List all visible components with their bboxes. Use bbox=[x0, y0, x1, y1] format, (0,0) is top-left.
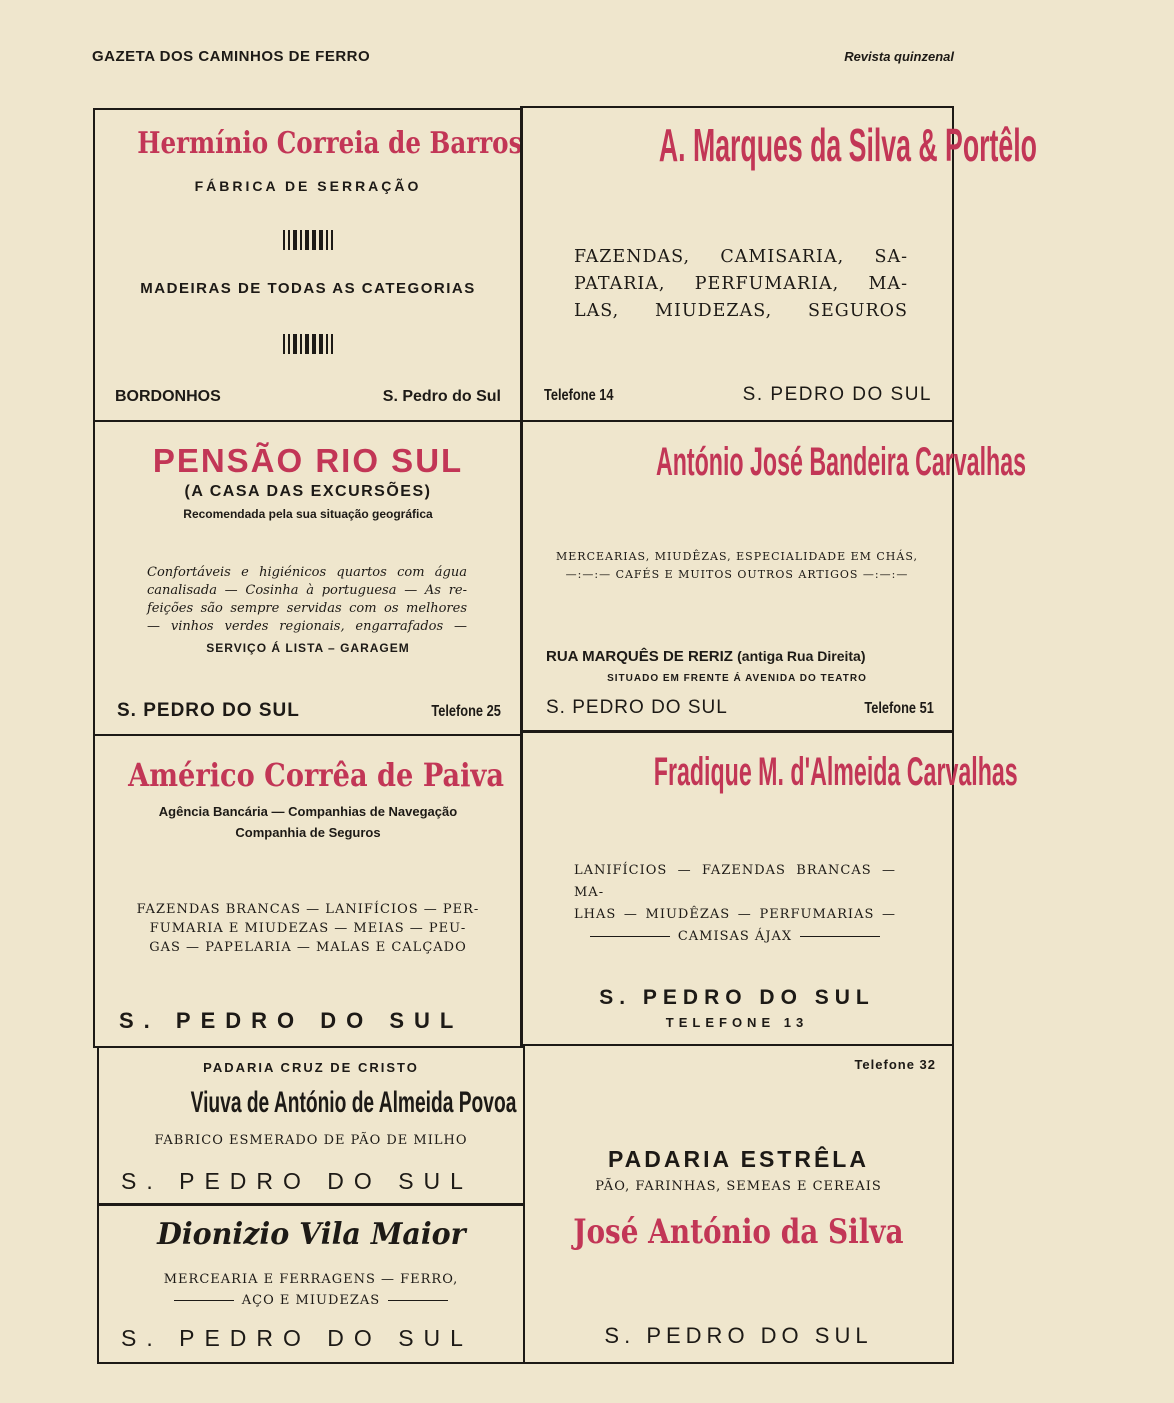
ad-line: — vinhos verdes regionais, engarrafados — bbox=[147, 619, 467, 634]
ad-town: S. PEDRO DO SUL bbox=[121, 1168, 473, 1194]
ad-name: A. Marques da Silva & Portêlo bbox=[658, 119, 1037, 171]
ad-service: SERVIÇO Á LISTA – GARAGEM bbox=[206, 641, 410, 655]
ad-name: Dionizio Vila Maior bbox=[156, 1217, 466, 1252]
ad-line: AÇO E MIUDEZAS bbox=[241, 1293, 381, 1308]
ad-phone: Telefone 25 bbox=[431, 703, 501, 720]
ad-line: Companhia de Seguros bbox=[235, 825, 381, 840]
ad-dionizio-vila-maior bbox=[97, 1203, 525, 1364]
ad-line: PATARIA, PERFUMARIA, MA- bbox=[574, 274, 908, 294]
ad-town: S. PEDRO DO SUL bbox=[604, 1323, 873, 1348]
ad-line: GAS — PAPELARIA — MALAS E CALÇADO bbox=[149, 940, 467, 955]
ad-town: S. Pedro do Sul bbox=[382, 388, 501, 405]
ad-herminio-correia bbox=[93, 108, 523, 422]
ad-town: S. PEDRO DO SUL bbox=[742, 384, 932, 405]
ad-name: António José Bandeira Carvalhas bbox=[655, 440, 1026, 484]
ad-name: José António da Silva bbox=[573, 1212, 904, 1252]
ad-fradique-carvalhas bbox=[520, 730, 1018, 1046]
ad-line: MADEIRAS DE TODAS AS CATEGORIAS bbox=[140, 280, 476, 297]
ad-pensao-rio-sul bbox=[93, 420, 523, 736]
ad-town: S. PEDRO DO SUL bbox=[119, 1008, 464, 1033]
ad-line: LHAS — MIUDÊZAS — PERFUMARIAS — bbox=[574, 907, 896, 922]
ad-place: BORDONHOS bbox=[115, 388, 221, 405]
divider bbox=[174, 1300, 234, 1301]
ad-padaria-cruz-de-cristo bbox=[97, 1046, 525, 1206]
ad-line: FUMARIA E MIUDEZAS — MEIAS — PEU- bbox=[149, 921, 467, 936]
ad-bandeira-carvalhas bbox=[520, 420, 1026, 733]
ad-line: LAS, MIUDEZAS, SEGUROS bbox=[574, 301, 908, 321]
ad-line: CAMISAS ÁJAX bbox=[677, 929, 793, 944]
ad-phone: Telefone 14 bbox=[544, 387, 614, 404]
ad-town: S. PEDRO DO SUL bbox=[546, 697, 728, 718]
ad-tagline: Recomendada pela sua situação geográfica bbox=[183, 507, 433, 521]
ad-line: Agência Bancária — Companhias de Navegação bbox=[158, 804, 458, 819]
divider bbox=[388, 1300, 448, 1301]
ad-line: MERCEARIA E FERRAGENS — FERRO, bbox=[163, 1272, 459, 1287]
ad-name: Hermínio Correia de Barros bbox=[137, 126, 523, 161]
ad-line: Confortáveis e higiénicos quartos com água bbox=[147, 565, 467, 580]
ad-heading: PADARIA CRUZ DE CRISTO bbox=[203, 1060, 419, 1075]
ad-street-note: (antiga Rua Direita) bbox=[737, 648, 866, 664]
divider bbox=[800, 936, 880, 937]
ad-line: FABRICO ESMERADO DE PÃO DE MILHO bbox=[154, 1133, 468, 1148]
publication-frequency: Revista quinzenal bbox=[844, 48, 954, 64]
ad-line: —:—:— CAFÉS E MUITOS OUTROS ARTIGOS —:—:— bbox=[565, 568, 909, 581]
ad-marques-da-silva bbox=[520, 106, 1037, 422]
page-header bbox=[92, 44, 954, 68]
ad-phone: Telefone 32 bbox=[854, 1057, 936, 1072]
ad-subtitle: (A CASA DAS EXCURSÕES) bbox=[184, 483, 432, 500]
ad-phone: TELEFONE 13 bbox=[665, 1015, 809, 1030]
ad-americo-correa bbox=[93, 734, 523, 1048]
ad-heading: PADARIA ESTRÊLA bbox=[608, 1146, 869, 1172]
ornament-icon bbox=[95, 230, 521, 250]
divider bbox=[590, 936, 670, 937]
ornament-icon bbox=[95, 334, 521, 354]
ad-name: Fradique M. d'Almeida Carvalhas bbox=[653, 750, 1018, 794]
ad-name: PENSÃO RIO SUL bbox=[152, 442, 464, 479]
ad-town: S. PEDRO DO SUL bbox=[117, 700, 300, 721]
ad-town: S. PEDRO DO SUL bbox=[599, 986, 875, 1009]
ad-name: Américo Corrêa de Paiva bbox=[128, 756, 504, 794]
ad-phone: Telefone 51 bbox=[864, 700, 934, 717]
ad-line: FAZENDAS BRANCAS — LANIFÍCIOS — PER- bbox=[136, 902, 480, 917]
ad-location: SITUADO EM FRENTE Á AVENIDA DO TEATRO bbox=[607, 673, 867, 684]
ad-line: PÃO, FARINHAS, SEMEAS E CEREAIS bbox=[595, 1179, 882, 1194]
ad-name: Viuva de António de Almeida Povoa bbox=[190, 1086, 517, 1119]
ad-line: FAZENDAS, CAMISARIA, SA- bbox=[574, 247, 908, 267]
ad-line: LANIFÍCIOS — FAZENDAS BRANCAS — MA- bbox=[574, 863, 896, 900]
ad-town: S. PEDRO DO SUL bbox=[121, 1325, 473, 1351]
ad-subtitle: FÁBRICA DE SERRAÇÃO bbox=[194, 178, 422, 194]
ad-line: MERCEARIAS, MIUDÊZAS, ESPECIALIDADE EM CHÁS, bbox=[556, 550, 918, 563]
ad-padaria-estrela bbox=[523, 1044, 954, 1364]
publication-title: GAZETA DOS CAMINHOS DE FERRO bbox=[92, 47, 371, 65]
ad-street: RUA MARQUÊS DE RERIZ bbox=[546, 648, 733, 665]
ad-line: canalisada — Cosinha à portuguesa — As re- bbox=[147, 583, 467, 598]
ad-line: feições são sempre servidas com os melhores bbox=[147, 601, 467, 616]
